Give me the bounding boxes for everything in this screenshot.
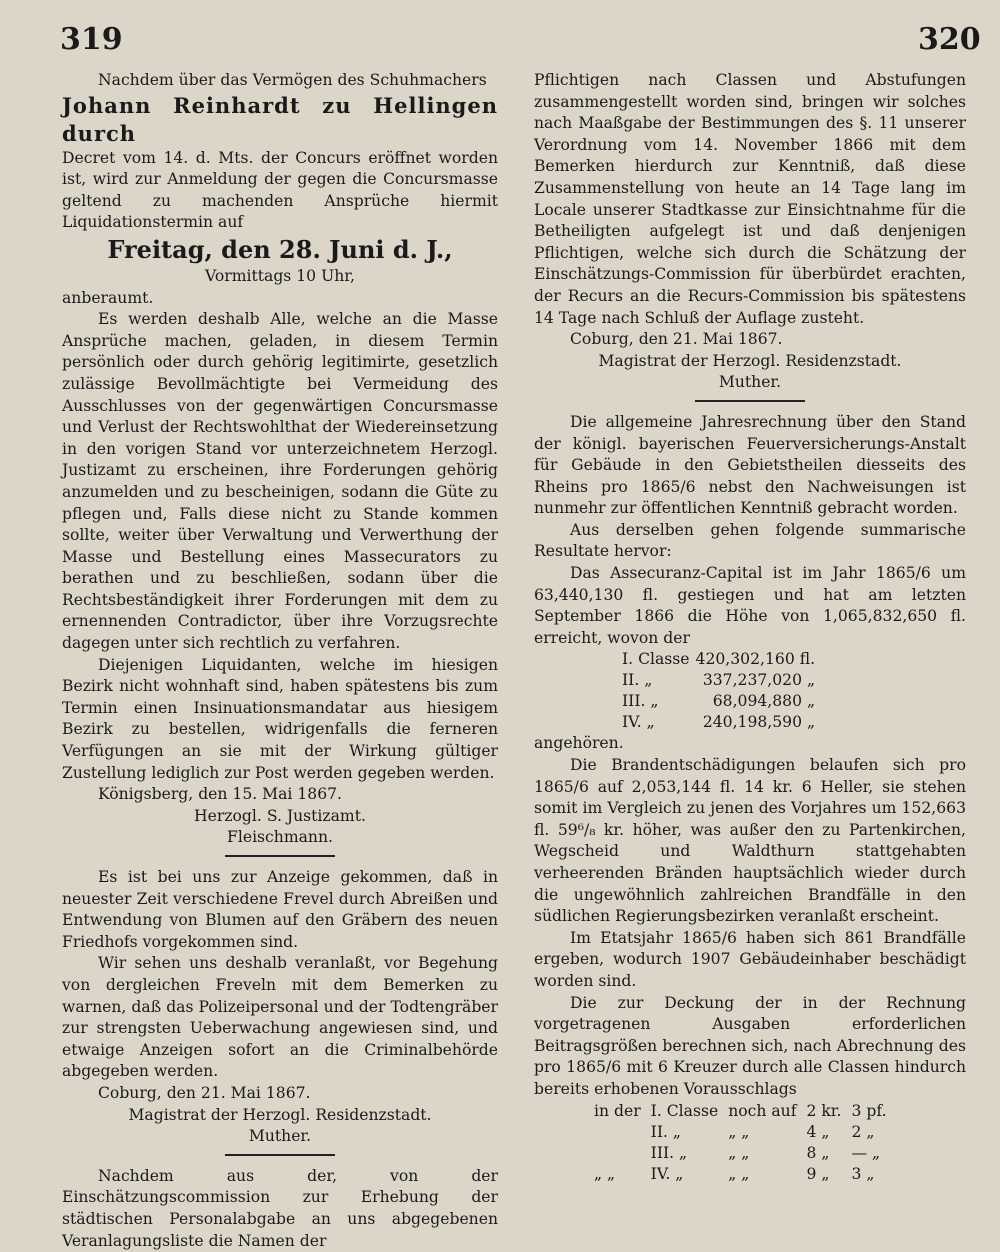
class-label: III. „ bbox=[622, 692, 659, 711]
page-number-right: 320 bbox=[918, 22, 981, 57]
notice1-authority: Herzogl. S. Justizamt. bbox=[194, 806, 366, 825]
contribution-cls: I. Classe bbox=[650, 1101, 719, 1120]
notice1-date: Freitag, den 28. Juni d. J., bbox=[107, 234, 453, 264]
class-value: 420,302,160 fl. bbox=[695, 650, 816, 669]
notice1-signature: Fleischmann. bbox=[227, 828, 333, 847]
notice4-para3: Das Assecuranz-Capital ist im Jahr 1865/6 um 63,440,130 fl. gestiegen und hat am letzten September 1866 die Höhe von 1,065,832,650 fl. erreicht, wovon der bbox=[534, 564, 966, 647]
notice2-place-date: Coburg, den 21. Mai 1867. bbox=[98, 1083, 311, 1102]
contribution-mid: „ „ bbox=[728, 1143, 750, 1162]
contribution-row bbox=[594, 1164, 897, 1185]
contribution-mid: „ „ bbox=[728, 1164, 750, 1183]
class-value: 240,198,590 „ bbox=[702, 713, 816, 732]
contribution-table bbox=[594, 1101, 897, 1185]
notice2-signature: Muther. bbox=[248, 1127, 312, 1146]
notice4-para4: Die Brandentschädigungen belaufen sich pro 1865/6 auf 2,053,144 fl. 14 kr. 6 Heller, sie stehen somit im Vergleich zu jenen des Vorjahres um 152,663 fl. 59⁶/₈ kr. höher, was außer den zu Partenkirchen, Wegscheid und Waldthurn stattgehabten verheerenden Bränden hauptsächlich wieder durch die ungewöhnlich zahlreichen Brandfälle in den südlichen Regierungsbezirken veranlaßt erscheint. bbox=[534, 756, 966, 926]
notice1-body: Decret vom 14. d. Mts. der Concurs eröffnet worden ist, wird zur Anmeldung der gegen die Concursmasse geltend zu machenden Ansprüche hiermit Liquidationstermin auf bbox=[62, 148, 498, 232]
notice3-signature: Muther. bbox=[718, 373, 782, 392]
notice2-authority: Magistrat der Herzogl. Residenzstadt. bbox=[128, 1105, 432, 1124]
class-capital-table bbox=[622, 649, 821, 733]
contribution-pf: 2 „ bbox=[851, 1122, 875, 1141]
notice3-para1: Nachdem aus der, von der Einschätzungscommission zur Erhebung der städtischen Personalabgabe an uns abgegebenen Veranlagungsliste die Namen der bbox=[62, 1166, 498, 1250]
notice2-para2: Wir sehen uns deshalb veranlaßt, vor Begehung von dergleichen Freveln mit dem Bemerken zu warnen, daß das Polizeipersonal und der Todtengräber zur strengsten Ueberwachung angewiesen sind, und etwaige Anzeigen sofort an die Criminalbehörde abgegeben werden. bbox=[62, 954, 498, 1081]
contribution-kr: 4 „ bbox=[806, 1122, 830, 1141]
notice4-para5: Im Etatsjahr 1865/6 haben sich 861 Brandfälle ergeben, wodurch 1907 Gebäudeinhaber beschädigt worden sind. bbox=[534, 928, 966, 990]
contribution-mid: noch auf bbox=[728, 1101, 797, 1120]
contribution-pre bbox=[594, 1143, 651, 1164]
class-row bbox=[622, 712, 821, 733]
contribution-pre: „ „ bbox=[594, 1164, 616, 1183]
notice4-angehoeren: angehören. bbox=[534, 734, 624, 753]
class-value: 337,237,020 „ bbox=[702, 671, 816, 690]
notice1-time: Vormittags 10 Uhr, bbox=[205, 266, 355, 285]
notice1-para3: Diejenigen Liquidanten, welche im hiesigen Bezirk nicht wohnhaft sind, haben spätestens bis zum Termin einen Insinuationsmandatar aus hiesigem Bezirk zu bestellen, widrigenfalls die ferneren Verfügungen an sie mit der Wirkung gültiger Zustellung lediglich zur Post werden gegeben werden. bbox=[62, 655, 498, 782]
class-row bbox=[622, 649, 821, 670]
contribution-kr: 8 „ bbox=[806, 1143, 830, 1162]
left-column bbox=[62, 70, 498, 1252]
notice3-place-date: Coburg, den 21. Mai 1867. bbox=[570, 330, 783, 349]
notice3-continued: Pflichtigen nach Classen und Abstufungen zusammengestellt worden sind, bringen wir solches nach Maaßgabe der Bestimmungen des §. 11 unserer Verordnung vom 14. November 1866 mit dem Bemerken hierdurch zur Kenntniß, daß diese Zusammenstellung von heute an 14 Tage lang im Locale unserer Stadtkasse zur Einsichtnahme für die Betheiligten aufgelegt ist und daß denjenigen Pflichtigen, welche sich durch die Schätzung der Einschätzungs-Commission für überbürdet erachten, der Recurs an die Recurs-Commission bis spätestens 14 Tage nach Schluß der Auflage zusteht. bbox=[534, 71, 966, 327]
divider-rule bbox=[225, 855, 335, 857]
contribution-pf: 3 pf. bbox=[851, 1101, 887, 1120]
right-column bbox=[534, 70, 966, 1185]
notice4-para6: Die zur Deckung der in der Rechnung vorgetragenen Ausgaben erforderlichen Beitragsgrößen berechnen sich, nach Abrechnung des pro 1865/6 mit 6 Kreuzer durch alle Classen hindurch bereits erhobenen Vorausschlags bbox=[534, 993, 966, 1098]
contribution-pf: — „ bbox=[851, 1143, 881, 1162]
contribution-pre: in der bbox=[594, 1101, 641, 1120]
class-row bbox=[622, 691, 821, 712]
contribution-cls: III. „ bbox=[650, 1143, 688, 1162]
class-label: II. „ bbox=[622, 671, 653, 690]
divider-rule bbox=[225, 1154, 335, 1156]
page-number-left: 319 bbox=[60, 22, 123, 57]
notice4-para1: Die allgemeine Jahresrechnung über den Stand der königl. bayerischen Feuerversicherungs-Anstalt für Gebäude in den Gebietstheilen diesseits des Rheins pro 1865/6 nebst den Nachweisungen ist nunmehr zur öffentlichen Kenntniß gebracht worden. bbox=[534, 412, 966, 518]
contribution-kr: 9 „ bbox=[806, 1164, 830, 1183]
notice2-para1: Es ist bei uns zur Anzeige gekommen, daß in neuester Zeit verschiedene Frevel durch Abreißen und Entwendung von Blumen auf den Gräbern des neuen Friedhofs vorgekommen sind. bbox=[62, 868, 498, 951]
notice1-name: Johann Reinhardt zu Hellingen durch bbox=[62, 92, 498, 146]
contribution-cls: IV. „ bbox=[650, 1164, 684, 1183]
notice1-anberaumt: anberaumt. bbox=[62, 288, 154, 307]
contribution-pf: 3 „ bbox=[851, 1164, 875, 1183]
contribution-cls: II. „ bbox=[650, 1122, 681, 1141]
notice1-intro: Nachdem über das Vermögen des Schuhmachers bbox=[98, 71, 487, 89]
contribution-row bbox=[594, 1122, 897, 1143]
notice3-authority: Magistrat der Herzogl. Residenzstadt. bbox=[598, 351, 902, 370]
notice1-para2: Es werden deshalb Alle, welche an die Masse Ansprüche machen, geladen, in diesem Termin persönlich oder durch gehörig legitimirte, gesetzlich zulässige Bevollmächtigte bei Vermeidung des Ausschlusses von der gegenwärtigen Concursmasse und Verlust der Rechtswohlthat der Wiedereinsetzung in den vorigen Stand vor unterzeichnetem Herzogl. Justizamt zu erscheinen, ihre Forderungen gehörig anzumelden und zu bescheinigen, sodann die Güte zu pflegen und, Falls diese nicht zu Stande kommen sollte, weiter über Verwaltung und Verwerthung der Masse und Bestellung eines Massecurators zu berathen und zu beschließen, sodann über die Rechtsbeständigkeit ihrer Forderungen mit dem zu ernennenden Contradictor, über ihre Vorzugsrechte dagegen unter sich rechtlich zu verfahren. bbox=[62, 310, 498, 653]
class-label: I. Classe bbox=[622, 650, 690, 669]
class-label: IV. „ bbox=[622, 713, 655, 732]
contribution-pre bbox=[594, 1122, 651, 1143]
contribution-row bbox=[594, 1101, 897, 1122]
class-row bbox=[622, 670, 821, 691]
notice4-para2: Aus derselben gehen folgende summarische Resultate hervor: bbox=[534, 520, 966, 561]
contribution-mid: „ „ bbox=[728, 1122, 750, 1141]
class-value: 68,094,880 „ bbox=[712, 692, 816, 711]
contribution-kr: 2 kr. bbox=[806, 1101, 842, 1120]
contribution-row bbox=[594, 1143, 897, 1164]
divider-rule bbox=[695, 400, 805, 402]
notice1-place-date: Königsberg, den 15. Mai 1867. bbox=[98, 785, 343, 804]
